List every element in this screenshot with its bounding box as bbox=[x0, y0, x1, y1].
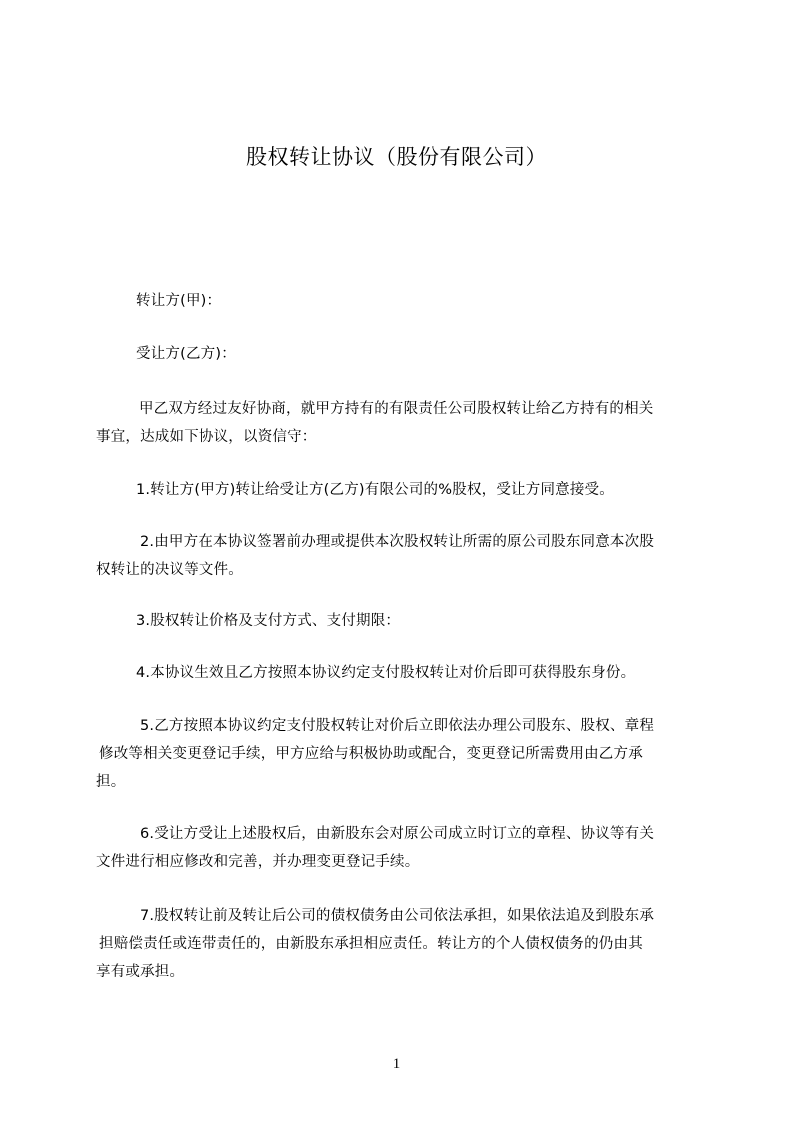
clause-line: 担赔偿责任或连带责任的，由新股东承担相应责任。转让方的个人债权债务的仍由其 bbox=[99, 936, 643, 952]
clause-line: 7.股权转让前及转让后公司的债权债务由公司依法承担，如果依法追及到股东承 bbox=[140, 908, 655, 924]
clause-line: 3.股权转让价格及支付方式、支付期限： bbox=[136, 613, 401, 629]
transferee-line: 受让方(乙方)： bbox=[136, 346, 236, 362]
clause-1 bbox=[136, 476, 614, 504]
clause-line: 4.本协议生效且乙方按照本协议约定支付股权转让对价后即可获得股东身份。 bbox=[136, 665, 636, 681]
clause-7 bbox=[96, 902, 654, 986]
clause-5 bbox=[96, 712, 654, 796]
clause-4 bbox=[136, 659, 635, 687]
clause-line: 5.乙方按照本协议约定支付股权转让对价后立即依法办理公司股东、股权、章程 bbox=[140, 718, 655, 734]
clause-line: 权转让的决议等文件。 bbox=[96, 562, 243, 578]
page-number: 1 bbox=[392, 1056, 401, 1072]
clause-line: 1.转让方(甲方)转让给受让方(乙方)有限公司的%股权，受让方同意接受。 bbox=[136, 482, 614, 498]
clause-3 bbox=[136, 607, 400, 635]
clause-line: 享有或承担。 bbox=[96, 964, 185, 980]
clause-line: 2.由甲方在本协议签署前办理或提供本次股权转让所需的原公司股东同意本次股 bbox=[140, 534, 655, 550]
document-title: 股权转让协议（股份有限公司） bbox=[246, 145, 547, 169]
intro-paragraph bbox=[96, 395, 654, 451]
clause-line: 6.受让方受让上述股权后，由新股东会对原公司成立时订立的章程、协议等有关 bbox=[140, 826, 655, 842]
clause-6 bbox=[96, 820, 654, 876]
clause-2 bbox=[96, 528, 654, 584]
intro-line: 事宜，达成如下协议，以资信守： bbox=[96, 429, 317, 445]
clause-line: 文件进行相应修改和完善，并办理变更登记手续。 bbox=[96, 854, 420, 870]
clause-line: 担。 bbox=[96, 774, 126, 790]
intro-line: 甲乙双方经过友好协商，就甲方持有的有限责任公司股权转让给乙方持有的相关 bbox=[139, 401, 654, 417]
clause-line: 修改等相关变更登记手续，甲方应给与积极协助或配合，变更登记所需费用由乙方承 bbox=[99, 746, 643, 762]
transferor-line: 转让方(甲)： bbox=[136, 293, 222, 309]
